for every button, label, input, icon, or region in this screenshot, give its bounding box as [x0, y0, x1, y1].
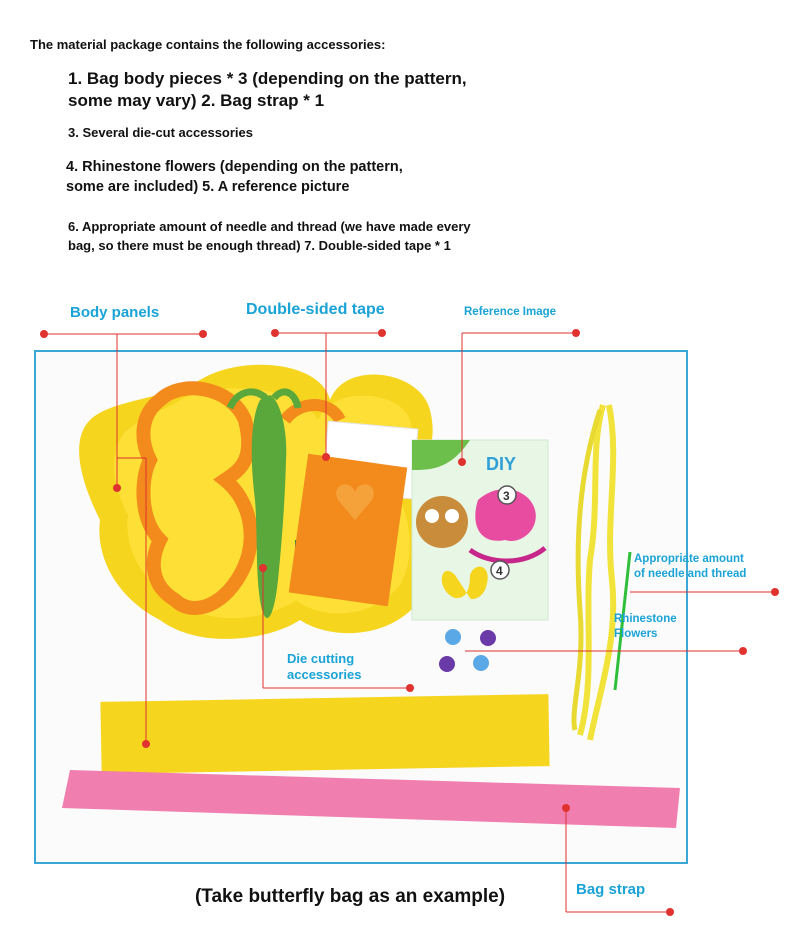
yellow-strip-illustration: [100, 694, 549, 774]
accessory-line-4: 4. Rhinestone flowers (depending on the pattern,: [66, 159, 403, 175]
callout-reference-image: Reference Image: [464, 306, 557, 318]
photo-caption: (Take butterfly bag as an example): [194, 886, 506, 907]
intro-heading: The material package contains the following accessories:: [30, 37, 386, 52]
bag-strap-illustration: [62, 770, 680, 828]
needle-thread-illustration: [574, 405, 630, 740]
reference-card-illustration: [412, 440, 548, 620]
callout-bag-strap: Bag strap: [576, 881, 646, 898]
badge-three: 3: [503, 489, 510, 503]
accessory-line-7: bag, so there must be enough thread) 7. Double-sided tape * 1: [68, 238, 451, 253]
accessory-line-3: 3. Several die-cut accessories: [68, 125, 254, 140]
badge-four: 4: [496, 564, 503, 578]
callout-needle-thread-line2: of needle and thread: [634, 568, 747, 580]
callout-rhinestone-line2: Flowers: [614, 628, 658, 640]
accessory-line-1: 1. Bag body pieces * 3 (depending on the pattern,: [68, 69, 467, 88]
accessory-line-6: 6. Appropriate amount of needle and thread (we have made every: [68, 219, 471, 234]
callout-die-cutting-line1: Die cutting: [287, 651, 355, 666]
accessory-line-5: some are included) 5. A reference picture: [66, 179, 350, 195]
callout-body-panels: Body panels: [70, 304, 160, 321]
callout-double-sided-tape: Double-sided tape: [246, 301, 385, 318]
reference-card-title: DIY: [486, 454, 517, 474]
callout-needle-thread-line1: Appropriate amount: [634, 553, 744, 565]
callout-die-cutting-line2: accessories: [287, 667, 362, 682]
callout-rhinestone-line1: Rhinestone: [614, 613, 677, 625]
accessory-line-2: some may vary) 2. Bag strap * 1: [68, 91, 325, 110]
